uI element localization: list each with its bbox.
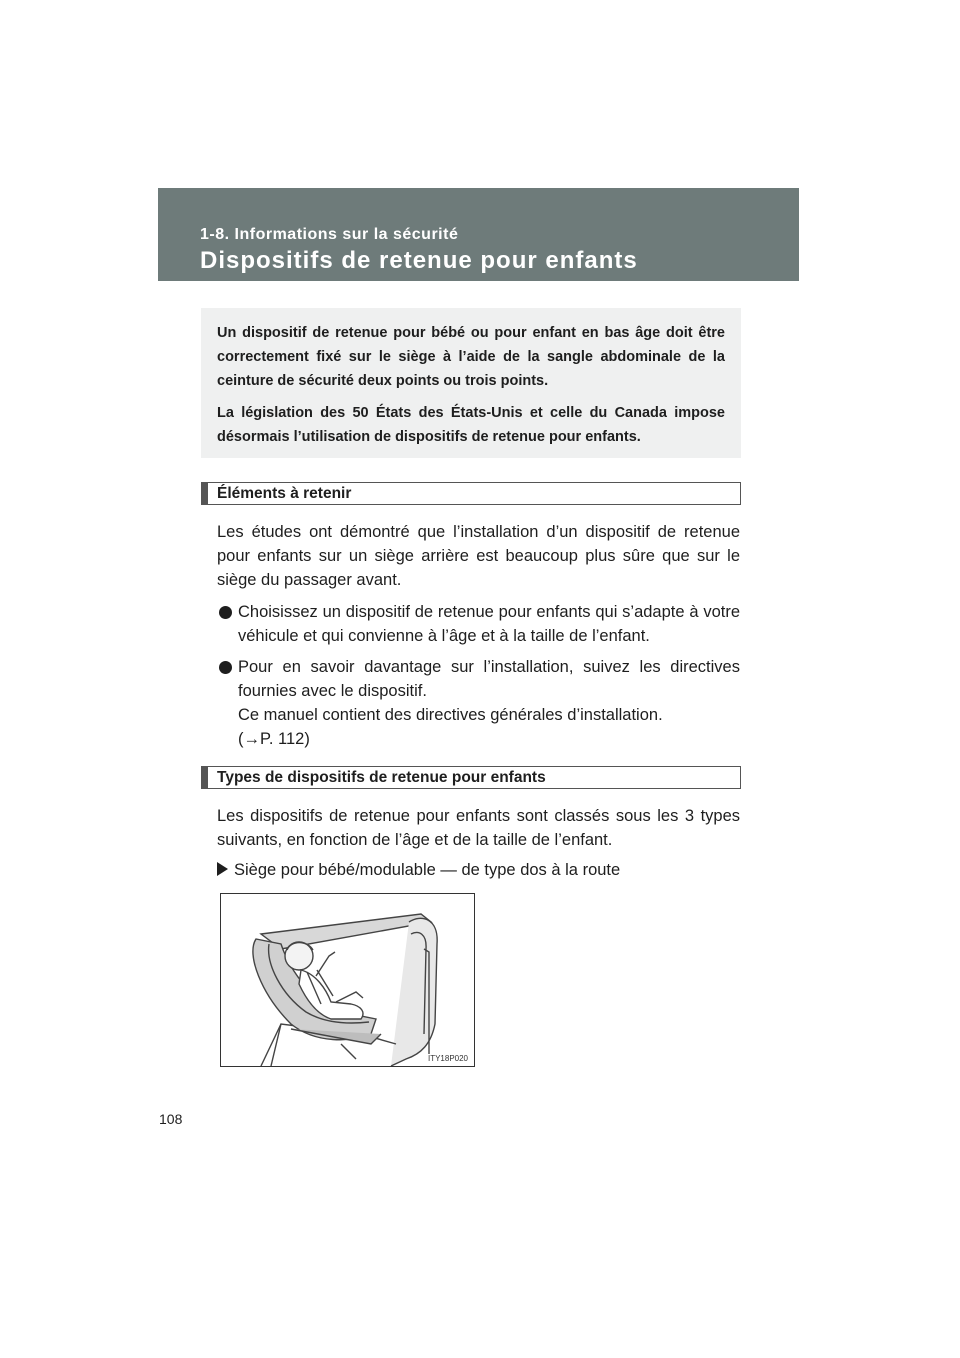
reminders-paragraph: Les études ont démontré que l’installation d’un dispositif de retenue pour enfants sur un siège arrière est beaucoup plus sûre que sur le siège du passager avant. (217, 523, 740, 589)
figure-code: ITY18P020 (427, 1054, 468, 1063)
list-item (217, 600, 740, 648)
section-label: 1-8. Informations sur la sécurité (200, 226, 459, 243)
bullet-text: Choisissez un dispositif de retenue pour enfants qui s’adapte à votre véhicule et qui convienne à l’âge et à la taille de l’enfant. (238, 603, 740, 645)
types-paragraph: Les dispositifs de retenue pour enfants sont classés sous les 3 types suivants, en fonction de l’âge et de la taille de l’enfant. (217, 807, 740, 849)
page-reference: (→P. 112) (238, 730, 310, 748)
list-item (217, 655, 740, 751)
bullet-text-note: Ce manuel contient des directives générales d’installation. (238, 706, 663, 724)
intro-paragraph-2: La législation des 50 États des États-Unis et celle du Canada impose désormais l’utilisation de dispositifs de retenue pour enfants. (217, 405, 725, 445)
intro-box (201, 308, 741, 458)
page-title: Dispositifs de retenue pour enfants (200, 247, 638, 274)
chapter-header (158, 188, 799, 281)
type-item-1 (217, 858, 620, 882)
page-number: 108 (159, 1111, 183, 1127)
section-heading-types: Types de dispositifs de retenue pour enfants (201, 766, 741, 789)
type-item-label: Siège pour bébé/modulable — de type dos à la route (234, 861, 621, 879)
intro-paragraph-1: Un dispositif de retenue pour bébé ou pour enfant en bas âge doit être correctement fixé sur le siège à l’aide de la sangle abdominale de la ceinture de sécurité deux points ou trois points. (217, 325, 725, 389)
child-seat-drawing (221, 894, 474, 1066)
section-heading-reminders: Éléments à retenir (201, 482, 741, 505)
bullet-dot-icon (219, 606, 232, 619)
triangle-arrow-icon (217, 862, 228, 876)
bullet-text: Pour en savoir davantage sur l’installation, suivez les directives fournies avec le dispositif. (238, 658, 740, 700)
bullet-dot-icon (219, 661, 232, 674)
rear-facing-seat-illustration (220, 893, 475, 1067)
